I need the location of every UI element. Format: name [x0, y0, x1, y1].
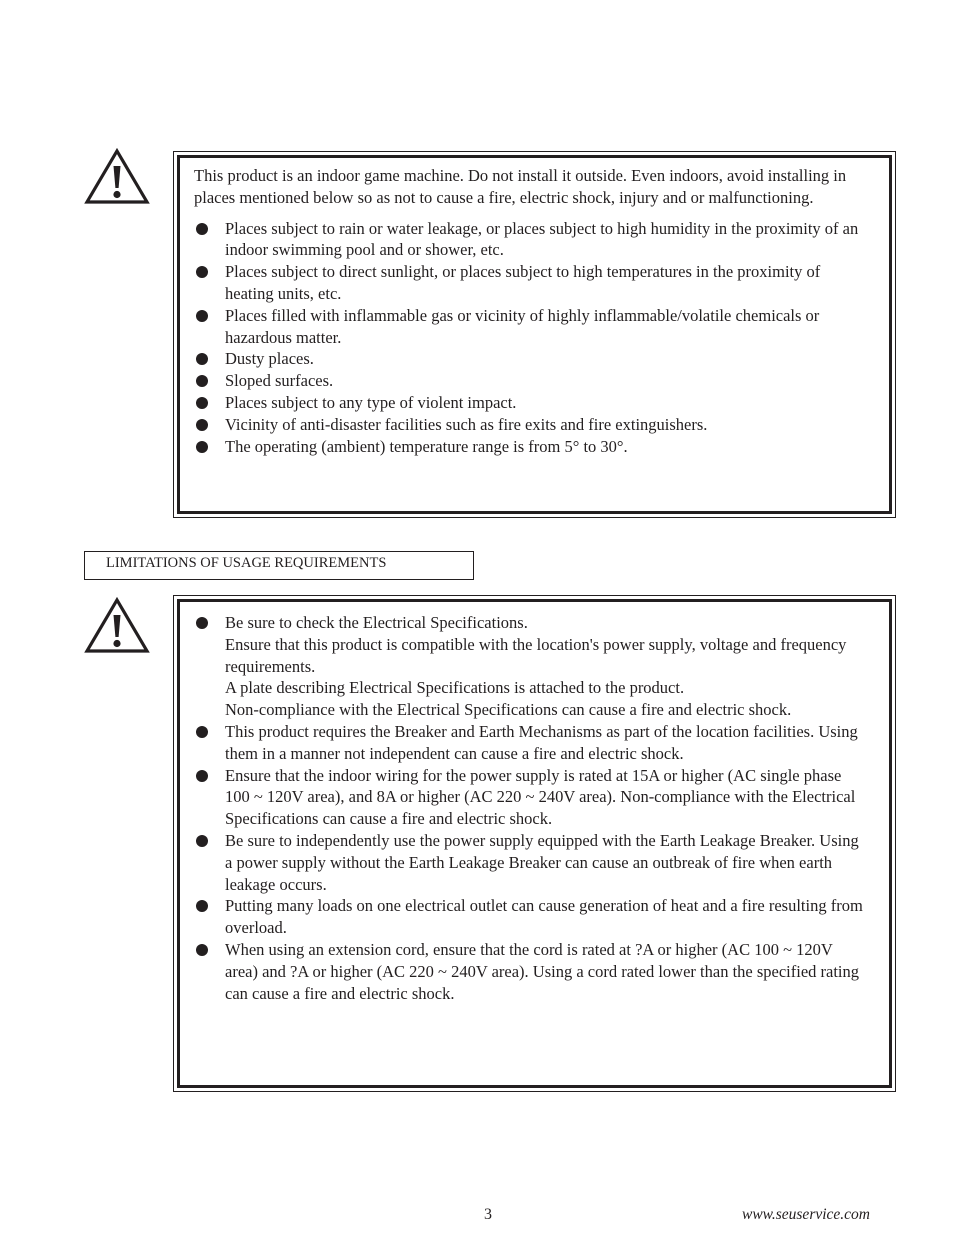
list-item: Be sure to independently use the power supply equipped with the Earth Leakage Breaker. Using a power supply without the Earth Leakage Breaker can cause an outbreak of fire when earth leakage occurs. — [194, 830, 869, 895]
bullet-dot-icon — [196, 900, 208, 912]
bullet-dot-icon — [196, 835, 208, 847]
bullet-dot-icon — [196, 310, 208, 322]
bullet-dot-icon — [196, 617, 208, 629]
bullet-dot-icon — [196, 419, 208, 431]
bullet-dot-icon — [196, 223, 208, 235]
warning-box-electrical — [194, 612, 869, 1004]
warning-intro-text: This product is an indoor game machine. Do not install it outside. Even indoors, avoid installing in places mentioned below so as not to cause a fire, electric shock, injury and or malfunctioning. — [194, 166, 847, 207]
bullet-dot-icon — [196, 441, 208, 453]
list-item: Dusty places. — [194, 348, 869, 370]
list-item: Places subject to rain or water leakage, or places subject to high humidity in the proximity of an indoor swimming pool and or shower, etc. — [194, 218, 869, 262]
list-item: Vicinity of anti-disaster facilities such as fire exits and fire extinguishers. — [194, 414, 869, 436]
list-item: When using an extension cord, ensure that the cord is rated at ?A or higher (AC 100 ~ 120V area) and ?A or higher (AC 220 ~ 240V area). Using a cord rated lower than the specified rating can cause a fire and electric shock. — [194, 939, 869, 1004]
list-item: Be sure to check the Electrical Specifications. Ensure that this product is compatible with the location's power supply, voltage and frequency requirements. A plate describing Electrical Specifications is attached to the product. Non-compliance with the Electrical Specifications can cause a fire and electric shock. — [194, 612, 869, 721]
bullet-dot-icon — [196, 726, 208, 738]
website-url: www.seuservice.com — [742, 1206, 870, 1223]
bullet-dot-icon — [196, 944, 208, 956]
list-item: Places subject to direct sunlight, or places subject to high temperatures in the proximity of heating units, etc. — [194, 261, 869, 305]
list-item: Ensure that the indoor wiring for the power supply is rated at 15A or higher (AC single phase 100 ~ 120V area), and 8A or higher (AC 220 ~ 240V area). Non-compliance with the Electrical Specifications can cause a fire and electric shock. — [194, 765, 869, 830]
list-item: Sloped surfaces. — [194, 370, 869, 392]
installation-warning-list — [194, 218, 869, 458]
bullet-dot-icon — [196, 397, 208, 409]
warning-triangle-icon — [84, 597, 150, 654]
bullet-dot-icon — [196, 375, 208, 387]
bullet-dot-icon — [196, 266, 208, 278]
section-heading-label: LIMITATIONS OF USAGE REQUIREMENTS — [84, 551, 474, 580]
bullet-dot-icon — [196, 770, 208, 782]
list-item: The operating (ambient) temperature range is from 5° to 30°. — [194, 436, 869, 458]
bullet-dot-icon — [196, 353, 208, 365]
warning-box-installation — [194, 165, 869, 457]
list-item: Putting many loads on one electrical outlet can cause generation of heat and a fire resulting from overload. — [194, 895, 869, 939]
page-number: 3 — [484, 1206, 492, 1223]
warning-triangle-icon — [84, 148, 150, 205]
list-item: Places subject to any type of violent impact. — [194, 392, 869, 414]
list-item: Places filled with inflammable gas or vicinity of highly inflammable/volatile chemicals or hazardous matter. — [194, 305, 869, 349]
list-item: This product requires the Breaker and Earth Mechanisms as part of the location facilities. Using them in a manner not independent can cause a fire and electric shock. — [194, 721, 869, 765]
electrical-warning-list — [194, 612, 869, 1004]
